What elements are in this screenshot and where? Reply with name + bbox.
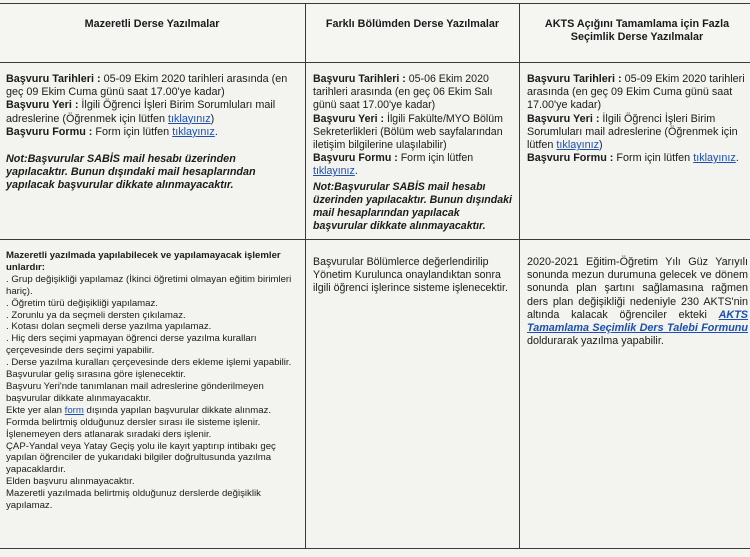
rules-row bbox=[0, 240, 750, 549]
form-text: Form için lütfen bbox=[92, 125, 173, 138]
rule-item: Elden başvuru alınmayacaktır. bbox=[6, 476, 135, 488]
place-text: İlgili Fakülte/MYO Bölüm Sekreterlikleri (Bölüm web sayfalarından iletişim bilgilerine ulaşılabilir) bbox=[313, 112, 503, 152]
header-cell-2 bbox=[306, 4, 520, 63]
header-title: Farklı Bölümden Derse Yazılmalar bbox=[325, 18, 500, 30]
rule-form-link[interactable]: form bbox=[64, 404, 84, 416]
rule-item: ÇAP-Yandal veya Yatay Geçiş yolu ile kayıt yaptırıp intibakı geç yapılan öğrenciler de yukarıdaki bilgiler doğrultusunda yazılma yapacaklardır. bbox=[6, 440, 276, 476]
place-text: İlgili Öğrenci İşleri Birim Sorumluları mail adreslerine (Öğrenmek için lütfen bbox=[6, 99, 276, 125]
application-table bbox=[0, 3, 750, 549]
form-label: Başvuru Formu : bbox=[527, 152, 614, 165]
date-text: 05-09 Ekim 2020 tarihleri arasında (en geç 09 Ekim Cuma günü saat 17.00'ye kadar) bbox=[527, 73, 745, 112]
form-end: . bbox=[214, 125, 218, 138]
date-text: 05-09 Ekim 2020 tarihleri arasında (en geç 09 Ekim Cuma günü saat 17.00'ye kadar) bbox=[6, 73, 288, 99]
place-end: ) bbox=[599, 139, 603, 152]
rule-item bbox=[6, 405, 299, 417]
rule-item: Formda belirtmiş olduğunuz dersler sırası ile sisteme işlenir. İşlenemeyen ders atlanarak sıradaki ders işlenir. bbox=[6, 416, 261, 440]
form-end: . bbox=[735, 152, 739, 165]
date-label: Başvuru Tarihleri : bbox=[6, 73, 101, 85]
ects-text: 2020-2021 Eğitim-Öğretim Yılı Güz Yarıyılı sonunda mezun durumuna gelecek ve dönem sonunda plan şartını sağlamasına rağmen ders plan değişikliği nedeniyle 230 AKTS'nin altında kalacak öğrenciler ekteki bbox=[527, 256, 748, 321]
form-label: Başvuru Formu : bbox=[6, 125, 93, 138]
rule-item: . Hiç ders seçimi yapmayan öğrenci derse yazılma kuralları çerçevesinde ders seçimi yapabilir. bbox=[6, 333, 257, 357]
date-label: Başvuru Tarihleri : bbox=[527, 73, 622, 85]
place-text: İlgili Öğrenci İşleri Birim Sorumluları mail adreslerine (Öğrenmek için lütfen bbox=[527, 112, 738, 152]
cell-excused-info bbox=[0, 63, 306, 240]
application-info-row bbox=[0, 63, 750, 240]
rule-item: . Öğretim türü değişikliği yapılamaz. bbox=[6, 297, 158, 309]
rule-item: . Grup değişikliği yapılamaz (İkinci öğretimi olmayan eğitim birimleri hariç). bbox=[6, 273, 292, 297]
place-link[interactable]: tıklayınız bbox=[556, 139, 600, 152]
header-row bbox=[0, 4, 750, 63]
place-label: Başvuru Yeri : bbox=[313, 112, 385, 125]
sabis-note: Not:Başvurular SABİS mail hesabı üzerinden yapılacaktır. Bunun dışındaki mail hesaplarından yapılacak başvurular dikkate alınmayacaktır. bbox=[313, 180, 512, 233]
rule-item: . Zorunlu ya da seçmeli dersten çıkılamaz. bbox=[6, 309, 186, 321]
header-cell-3 bbox=[520, 4, 750, 63]
place-end: ) bbox=[210, 112, 215, 125]
rules-title: Mazeretli yazılmada yapılabilecek ve yapılamayacak işlemler unlardır: bbox=[6, 250, 281, 273]
header-cell-1 bbox=[0, 4, 306, 63]
rule-form-post: dışında yapılan başvurular dikkate alınmaz. bbox=[83, 404, 272, 416]
ects-text-end: doldurarak yazılma yapabilir. bbox=[527, 335, 664, 348]
cell-ects-info bbox=[520, 63, 750, 240]
rule-item: . Derse yazılma kuralları çerçevesinde ders ekleme işlemi yapabilir. bbox=[6, 357, 292, 369]
place-link[interactable]: tıklayınız bbox=[168, 112, 211, 125]
form-end: . bbox=[354, 165, 358, 178]
process-text: Başvurular Bölümlerce değerlendirilip Yönetim Kurulunca onaylandıktan sonra ilgili öğrenci işlerince sisteme işlenecektir. bbox=[313, 256, 508, 295]
date-text: 05-06 Ekim 2020 tarihleri arasında (en geç 06 Ekim Salı günü saat 17.00'ye kadar) bbox=[313, 73, 493, 112]
header-title: Mazeretli Derse Yazılmalar bbox=[84, 18, 220, 30]
rule-item: Mazeretli yazılmada belirtmiş olduğunuz derslerde değişiklik yapılamaz. bbox=[6, 488, 261, 512]
form-link[interactable]: tıklayınız bbox=[313, 165, 355, 178]
cell-ects-process bbox=[520, 240, 750, 549]
form-text: Form için lütfen bbox=[613, 152, 694, 165]
cell-other-dept-info bbox=[306, 63, 520, 240]
cell-excused-rules bbox=[0, 240, 306, 549]
place-label: Başvuru Yeri : bbox=[527, 112, 600, 125]
rule-item: Başvuru Yeri'nde tanımlanan mail adreslerine gönderilmeyen başvurular dikkate alınmayacaktır. bbox=[6, 380, 264, 404]
rule-form-pre: Ekte yer alan bbox=[6, 404, 65, 416]
form-link[interactable]: tıklayınız bbox=[172, 125, 215, 138]
form-label: Başvuru Formu : bbox=[313, 152, 398, 165]
date-label: Başvuru Tarihleri : bbox=[313, 73, 406, 85]
form-link[interactable]: tıklayınız bbox=[693, 152, 736, 165]
form-text: Form için lütfen bbox=[397, 152, 474, 165]
rule-item: . Kotası dolan seçmeli derse yazılma yapılamaz. bbox=[6, 321, 212, 333]
cell-other-dept-process bbox=[306, 240, 520, 549]
rule-item: Başvurular geliş sırasına göre işlenecektir. bbox=[6, 369, 186, 381]
place-label: Başvuru Yeri : bbox=[6, 99, 79, 112]
ects-form-link[interactable]: AKTS Tamamlama Seçimlik Ders Talebi Formunu bbox=[527, 308, 748, 335]
sabis-note: Not:Başvurular SABİS mail hesabı üzerinden yapılacaktır. Bunun dışındaki mail hesaplarından yapılacak başvurular dikkate alınmayacaktır. bbox=[6, 153, 256, 192]
header-title: AKTS Açığını Tamamlama için Fazla Seçimlik Derse Yazılmalar bbox=[544, 18, 730, 43]
